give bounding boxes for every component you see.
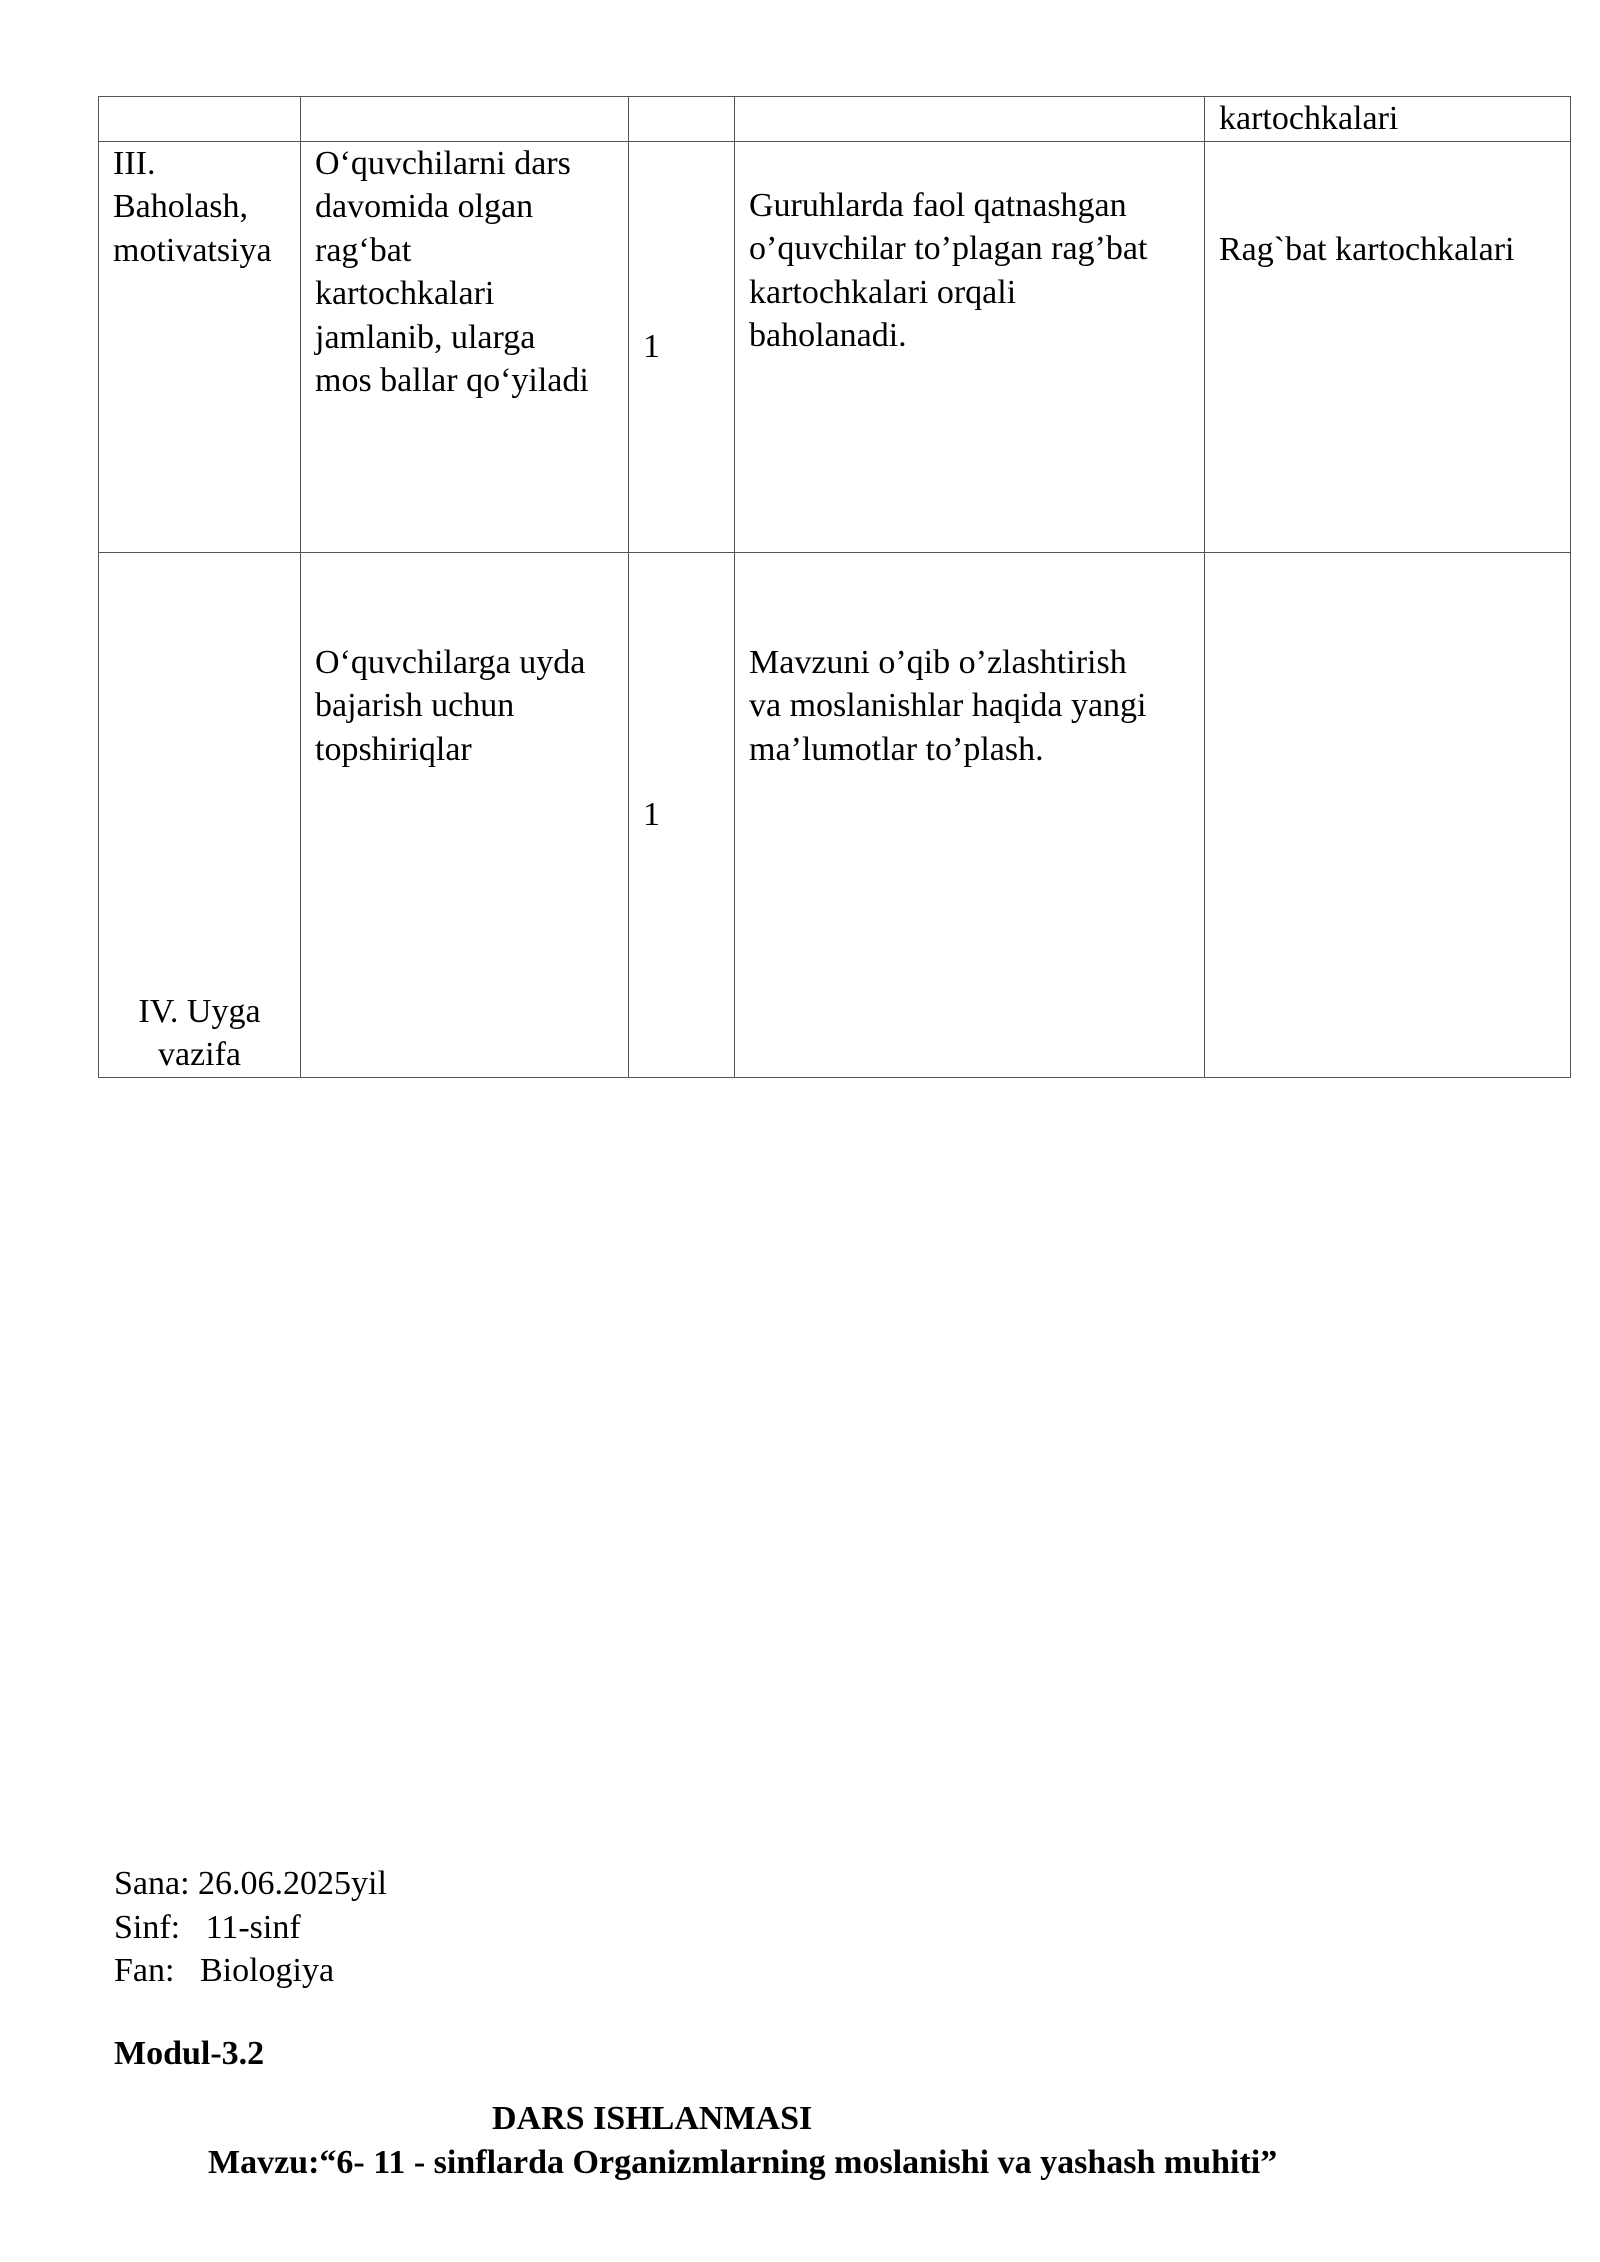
module-label: Modul-3.2 (114, 2035, 265, 2072)
table-row (99, 552, 1571, 1077)
table-row (99, 141, 1571, 552)
table-cell-result: Mavzuni o’qib o’zlashtirish va moslanishlar haqida yangi ma’lumotlar to’plash. (735, 552, 1205, 1077)
table-cell-activity (301, 97, 629, 142)
table-cell-time: 1 (629, 552, 735, 1077)
table-cell-result: Guruhlarda faol qatnashgan o’quvchilar to’plagan rag’bat kartochkalari orqali baholanadi. (735, 141, 1205, 552)
table-cell-materials: Rag`bat kartochkalari (1205, 141, 1571, 552)
table-cell-stage: IV. Uyga vazifa (99, 552, 301, 1077)
table-cell-activity: O‘quvchilarni dars davomida olgan rag‘bat kartochkalari jamlanib, ularga mos ballar qo‘yiladi (301, 141, 629, 552)
lesson-plan-table (98, 96, 1571, 1078)
table-cell-stage (99, 97, 301, 142)
table-cell-stage: III. Baholash, motivatsiya (99, 141, 301, 552)
lesson-date: Sana: 26.06.2025yil (114, 1865, 387, 1902)
lesson-topic: Mavzu:“6- 11 - sinflarda Organizmlarning moslanishi va yashash muhiti” (208, 2144, 1278, 2181)
table-cell-time (629, 97, 735, 142)
lesson-info (114, 1862, 387, 1993)
lesson-subject: Fan: Biologiya (114, 1952, 335, 1989)
table-cell-materials: kartochkalari (1205, 97, 1571, 142)
table-cell-activity: O‘quvchilarga uyda bajarish uchun topshiriqlar (301, 552, 629, 1077)
document-heading: DARS ISHLANMASI (492, 2100, 813, 2137)
table-cell-time: 1 (629, 141, 735, 552)
table-cell-result (735, 97, 1205, 142)
table-cell-materials (1205, 552, 1571, 1077)
table-row (99, 97, 1571, 142)
lesson-grade: Sinf: 11-sinf (114, 1908, 301, 1946)
